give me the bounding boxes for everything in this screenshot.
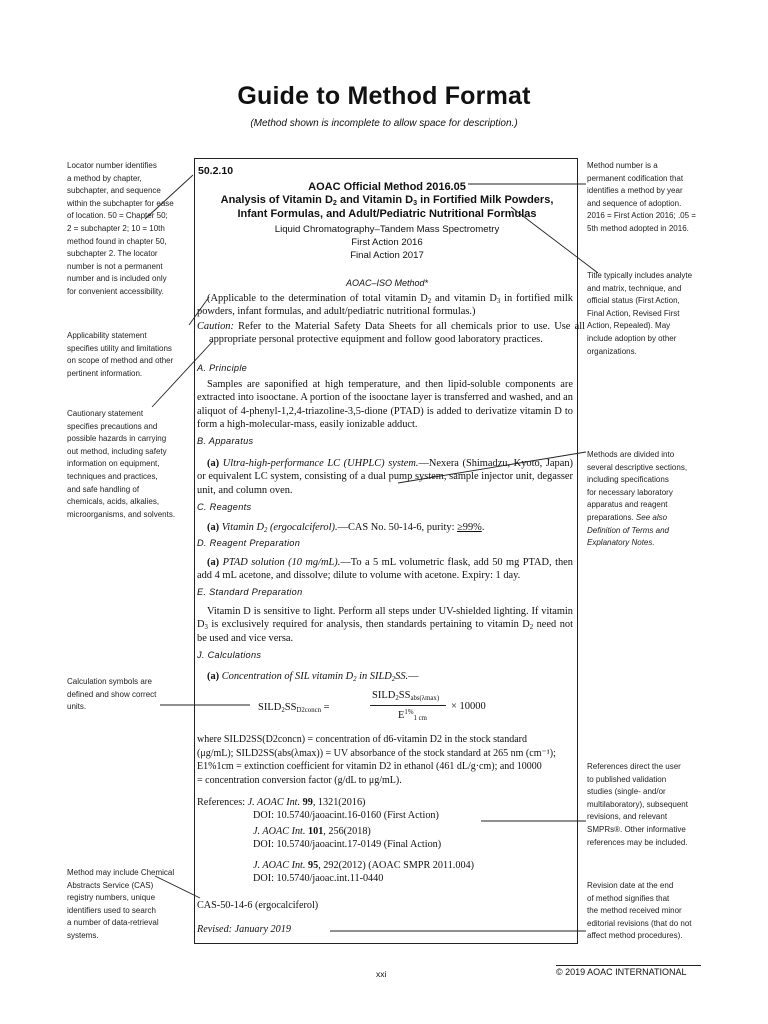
reagent-prep-item-a: (a) PTAD solution (10 mg/mL).—To a 5 mL volumetric flask, add 50 mg PTAD, then add 4 mL acetone, and dissolve; dilute to volume with acetone. Expiry: 1 day. [197,557,573,582]
note-caution: Cautionary statement specifies precautions and possible hazards in carrying out method, including safety information on equipment, techniques and practices, and safe handling of chemicals, acids, alkalies, microorganisms, and solvents. [67,409,176,519]
note-revision: Revision date at the end of method signifies that the method received minor editorial revisions (that do not affect method procedures). [587,881,692,941]
revised-date: Revised: January 2019 [197,924,291,935]
references-line1: References: J. AOAC Int. 99, 1321(2016) [197,797,366,808]
caution-statement: Caution: Refer to the Material Safety Data Sheets for all chemicals prior to use. Use all appropriate personal protective equipment and follow good laboratory practices. [197,321,585,346]
cas-number: CAS-50-14-6 (ergocalciferol) [197,900,319,911]
method-technique: Liquid Chromatography–Tandem Mass Spectrometry [274,224,500,235]
formula-definitions: where SILD2SS(D2concn) = concentration of d6-vitamin D2 in the stock standard (μg/mL); SILD2SS(abs(λmax)) = UV absorbance of the stock standard at 265 nm (cm⁻¹); E1%1cm = extinction coefficient for vitamin D2 in ethanol (461 dL/g·cm); and 10000 = concentration conversion factor (g/dL to μg/mL). [197,734,556,786]
section-heading-principle: A. Principle [197,363,248,373]
section-heading-reagent-prep: D. Reagent Preparation [197,538,301,548]
note-locator-number: Locator number identifies a method by chapter, subchapter, and sequence within the subchapter for ease of location. 50 = Chapter 50; 2 = subchapter 2; 10 = 10th method found in chapter 50, subchapter 2. The locator number is not a permanent number and is included only for convenient accessibility. [67,161,174,296]
note-calculations: Calculation symbols are defined and show correct units. [67,677,157,712]
method-analysis-title-line1: Analysis of Vitamin $D_2$ and Vitamin $D_3$ in Fortified Milk Powders, [220,194,554,207]
section-heading-standard-prep: E. Standard Preparation [197,587,303,597]
formula-numerator: $SILD_2SS_{abs(\lambda max)}$ [372,690,440,702]
section-heading-apparatus: B. Apparatus [197,436,254,446]
method-box [194,158,578,944]
calculations-item-a: (a) Concentration of SIL vitamin $D_2$ in $SILD_2SS.—$ [207,671,419,683]
note-cas: Method may include Chemical Abstracts Service (CAS) registry numbers, unique identifiers used to search a number of data-retrieval systems. [67,868,175,940]
page-subtitle: (Method shown is incomplete to allow space for description.) [250,118,518,129]
formula-fraction-bar [370,705,446,706]
standard-prep-text: Vitamin D is sensitive to light. Perform all steps under UV-shielded lighting. If vitamin $D_3$ is exclusively required for analysis, then standards pertaining to vitamin $D_2$ need not be used and vice versa. [197,606,573,644]
note-sections: Methods are divided into several descriptive sections, including specifications for necessary laboratory apparatus and reagent preparations. See also Definition of Terms and Explanatory Notes. [587,450,688,548]
reagents-item-a: (a) Vitamin $D_2$ (ergocalciferol).—CAS No. 50-14-6, purity: ≥99%. [207,522,485,534]
section-heading-calculations: J. Calculations [197,650,262,660]
footer-rule [556,965,701,966]
apparatus-item-a: (a) Ultra-high-performance LC (UHPLC) system.—Nexera (Shimadzu, Kyoto, Japan) or equivalent LC system, consisting of a dual pump system, sample injector unit, degasser unit, and column oven. [197,458,573,496]
final-action: Final Action 2017 [350,250,424,261]
iso-method-label: AOAC–ISO Method* [345,278,429,288]
copyright: © 2019 AOAC INTERNATIONAL [556,967,687,977]
applicability-statement: (Applicable to the determination of total vitamin $D_2$ and vitamin $D_3$ in fortified milk powders, infant formulas, and adult/pediatric nutritional formulas.) [197,293,573,318]
page-title: Guide to Method Format [237,82,531,110]
first-action: First Action 2016 [351,237,423,248]
page-number: xxi [376,969,387,979]
formula-multiplier: × 10000 [451,701,486,712]
reference-doi-1: DOI: 10.5740/jaoacint.16-0160 (First Action) [253,810,439,821]
formula-denominator: $E^{1\%}_{1 cm}$ [398,709,427,722]
method-analysis-title-line2: Infant Formulas, and Adult/Pediatric Nutritional Formulas [237,208,537,220]
section-heading-reagents: C. Reagents [197,502,252,512]
reference-3: J. AOAC Int. 95, 292(2012) (AOAC SMPR 2011.004) [253,860,475,871]
reference-doi-3: DOI: 10.5740/jaoac.int.11-0440 [253,873,384,884]
reference-doi-2: DOI: 10.5740/jaoacint.17-0149 (Final Action) [253,839,442,850]
note-title: Title typically includes analyte and matrix, technique, and official status (First Action, Final Action, Revised First Action, Repealed). May include adoption by other organizations. [587,271,693,356]
official-method-title: AOAC Official Method 2016.05 [308,181,466,193]
note-applicability: Applicability statement specifies utility and limitations on scope of method and other pertinent information. [67,331,174,378]
reference-2: J. AOAC Int. 101, 256(2018) [253,826,371,837]
note-references: References direct the user to published validation studies (single- and/or multilaboratory), subsequent revisions, and relevant SMPRs®. Other informative references may be included. [587,762,688,847]
section-principle-text: Samples are saponified at high temperature, and then lipid-soluble components are extracted into isooctane. A portion of the isooctane layer is transferred and washed, and an aliquot of 4-phenyl-1,2,4-triazoline-3,5-dione (PTAD) is added to derivatize vitamin D to form a high-molecular-mass, easily ionizable adduct. [197,379,573,431]
note-method-number: Method number is a permanent codification that identifies a method by year and sequence of adoption. 2016 = First Action 2016; .05 = 5th method adopted in 2016. [587,161,696,233]
formula-lhs: $SILD_2SS_{D2concn}$ = [258,702,330,714]
method-locator-number: 50.2.10 [198,165,234,177]
